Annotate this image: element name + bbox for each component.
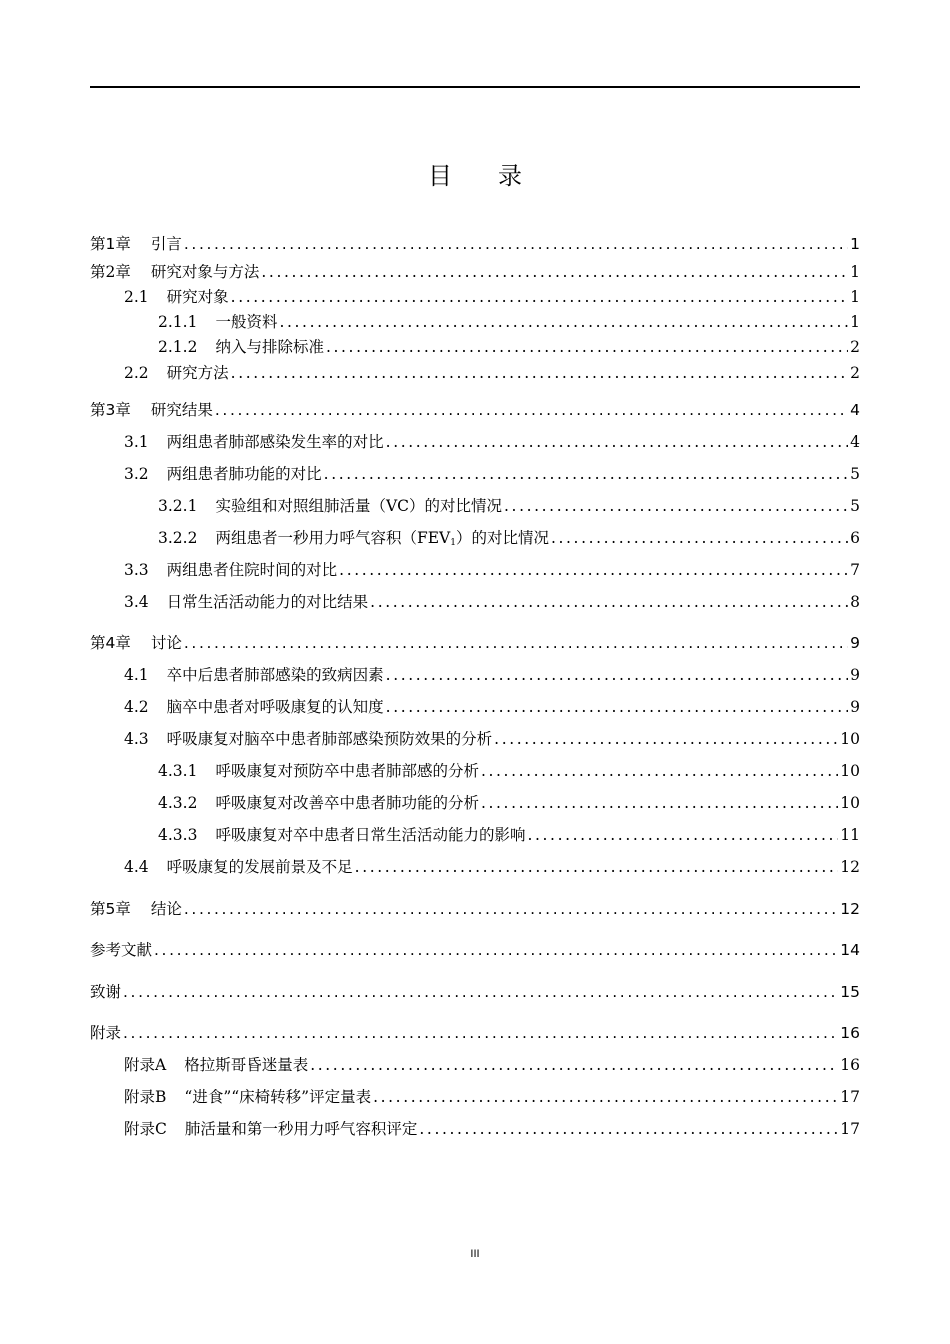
toc-leader-dots bbox=[419, 1118, 838, 1140]
toc-entry-label: 研究对象与方法 bbox=[150, 263, 260, 281]
toc-leader-dots bbox=[154, 939, 838, 961]
toc-entry-label: 致谢 bbox=[90, 983, 122, 1001]
toc-entry-label: 呼吸康复对改善卒中患者肺功能的分析 bbox=[215, 794, 479, 812]
toc-entry-label: 日常生活活动能力的对比结果 bbox=[166, 593, 369, 611]
toc-leader-dots bbox=[184, 632, 848, 654]
toc-title-char-2: 录 bbox=[498, 162, 522, 190]
toc-entry-page: 10 bbox=[840, 794, 860, 812]
toc-entry-label: 参考文献 bbox=[90, 941, 153, 959]
toc-entry-label: 两组患者肺部感染发生率的对比 bbox=[166, 433, 384, 451]
toc-leader-dots bbox=[184, 233, 848, 255]
toc-entry-page: 10 bbox=[840, 762, 860, 780]
toc-entry-4-3-1[interactable] bbox=[158, 760, 860, 782]
toc-entry-page: 5 bbox=[850, 497, 860, 515]
toc-entry-label: 实验组和对照组肺活量（VC）的对比情况 bbox=[215, 497, 503, 515]
toc-entry-label: 两组患者一秒用力呼气容积$(FEV_1)$的对比情况 bbox=[215, 529, 549, 548]
toc-entry-page: 16 bbox=[840, 1024, 860, 1042]
toc-entry-page: 12 bbox=[840, 900, 860, 918]
toc-leader-dots bbox=[184, 898, 838, 920]
toc-entry-number: 附录A bbox=[124, 1056, 167, 1074]
toc-leader-dots bbox=[373, 1086, 838, 1108]
toc-entry-page: 5 bbox=[850, 465, 860, 483]
toc-entry-label: 脑卒中患者对呼吸康复的认知度 bbox=[166, 698, 384, 716]
toc-entry-label: 研究对象 bbox=[166, 288, 229, 306]
toc-entry-number: 2.1 bbox=[124, 288, 149, 306]
toc-entry-label: 两组患者住院时间的对比 bbox=[166, 561, 338, 579]
toc-entry-label: 研究方法 bbox=[166, 364, 229, 382]
toc-entry-appendix-a[interactable] bbox=[124, 1054, 860, 1076]
toc-entry-label: 两组患者肺功能的对比 bbox=[166, 465, 322, 483]
toc-entry-page: 8 bbox=[850, 593, 860, 611]
toc-entry-number: 第5章 bbox=[90, 900, 131, 918]
toc-entry-number: 3.2.2 bbox=[158, 529, 198, 547]
page-number-footer: III bbox=[470, 1248, 480, 1260]
toc-leader-dots bbox=[123, 1022, 838, 1044]
toc-leader-dots bbox=[261, 261, 848, 283]
toc-entry-number: 2.1.2 bbox=[158, 338, 198, 356]
toc-leader-dots bbox=[326, 336, 848, 358]
toc-entry-number: 3.4 bbox=[124, 593, 149, 611]
toc-entry-label: 引言 bbox=[150, 235, 182, 253]
toc-entry-4-2[interactable] bbox=[124, 696, 860, 718]
toc-entry-page: 2 bbox=[850, 364, 860, 382]
toc-entry-3-2-2[interactable] bbox=[158, 527, 860, 549]
toc-leader-dots bbox=[527, 824, 838, 846]
toc-entry-page: 15 bbox=[840, 983, 860, 1001]
toc-leader-dots bbox=[355, 856, 839, 878]
toc-entry-4-3-3[interactable] bbox=[158, 824, 860, 846]
toc-entry-label: 呼吸康复的发展前景及不足 bbox=[166, 858, 353, 876]
toc-entry-number: 4.3.3 bbox=[158, 826, 198, 844]
toc-entry-number: 4.1 bbox=[124, 666, 149, 684]
toc-entry-label: 一般资料 bbox=[215, 313, 278, 331]
toc-entry-page: 16 bbox=[840, 1056, 860, 1074]
toc-entry-number: 第2章 bbox=[90, 263, 131, 281]
toc-leader-dots bbox=[494, 728, 838, 750]
toc-entry-page: 12 bbox=[840, 858, 860, 876]
toc-leader-dots bbox=[215, 399, 848, 421]
toc-entry-number: 附录B bbox=[124, 1088, 167, 1106]
toc-entry-number: 第1章 bbox=[90, 235, 131, 253]
toc-entry-4-3-2[interactable] bbox=[158, 792, 860, 814]
toc-leader-dots bbox=[504, 495, 848, 517]
toc-entry-ch5[interactable] bbox=[90, 898, 860, 920]
toc-leader-dots bbox=[481, 760, 838, 782]
toc-leader-dots bbox=[310, 1054, 838, 1076]
toc-entry-3-2[interactable] bbox=[124, 463, 860, 485]
toc-entry-label: 纳入与排除标准 bbox=[215, 338, 324, 356]
toc-entry-number: 4.3 bbox=[124, 730, 149, 748]
toc-entry-label: 肺活量和第一秒用力呼气容积评定 bbox=[184, 1120, 418, 1138]
toc-entry-page: 9 bbox=[850, 698, 860, 716]
toc-entry-appendix[interactable] bbox=[90, 1022, 860, 1044]
toc-entry-number: 第4章 bbox=[90, 634, 131, 652]
toc-leader-dots bbox=[231, 362, 848, 384]
toc-entry-page: 9 bbox=[850, 666, 860, 684]
toc-entry-3-2-1[interactable] bbox=[158, 495, 860, 517]
toc-entry-number: 3.2.1 bbox=[158, 497, 198, 515]
toc-leader-dots bbox=[386, 664, 848, 686]
toc-entry-ch3[interactable] bbox=[90, 399, 860, 421]
toc-entry-number: 2.2 bbox=[124, 364, 149, 382]
toc-entry-label: 研究结果 bbox=[150, 401, 213, 419]
toc-entry-appendix-b[interactable] bbox=[124, 1086, 860, 1108]
toc-entry-number: 附录C bbox=[124, 1120, 167, 1138]
toc-leader-dots bbox=[279, 311, 848, 333]
toc-leader-dots bbox=[386, 696, 848, 718]
toc-entry-page: 4 bbox=[850, 401, 860, 419]
toc-entry-3-4[interactable] bbox=[124, 591, 860, 613]
toc-entry-page: 1 bbox=[850, 288, 860, 306]
toc-leader-dots bbox=[339, 559, 848, 581]
toc-leader-dots bbox=[386, 431, 848, 453]
toc-entry-page: 1 bbox=[850, 313, 860, 331]
toc-entry-page: 1 bbox=[850, 235, 860, 253]
toc-entry-label: 呼吸康复对卒中患者日常生活活动能力的影响 bbox=[215, 826, 526, 844]
toc-leader-dots bbox=[551, 527, 848, 549]
toc-entry-number: 3.3 bbox=[124, 561, 149, 579]
toc-entry-number: 4.3.2 bbox=[158, 794, 198, 812]
toc-entry-label: 格拉斯哥昏迷量表 bbox=[184, 1056, 309, 1074]
toc-entry-label: 讨论 bbox=[150, 634, 182, 652]
toc-leader-dots bbox=[324, 463, 848, 485]
toc-entry-label: 附录 bbox=[90, 1024, 122, 1042]
toc-entry-label: 呼吸康复对预防卒中患者肺部感的分析 bbox=[215, 762, 479, 780]
header-rule bbox=[90, 86, 860, 88]
toc-entry-page: 9 bbox=[850, 634, 860, 652]
toc-entry-appendix-c[interactable] bbox=[124, 1118, 860, 1140]
toc-entry-2-1-2[interactable] bbox=[158, 336, 860, 358]
toc-entry-2-2[interactable] bbox=[124, 362, 860, 384]
toc-entry-page: 17 bbox=[840, 1120, 860, 1138]
toc-entry-number: 3.1 bbox=[124, 433, 149, 451]
toc-entry-label: “进食”“床椅转移”评定量表 bbox=[184, 1088, 372, 1106]
toc-entry-acknowledgements[interactable] bbox=[90, 981, 860, 1003]
toc-leader-dots bbox=[123, 981, 838, 1003]
toc-entry-page: 2 bbox=[850, 338, 860, 356]
toc-entry-page: 6 bbox=[850, 529, 860, 547]
toc-entry-4-1[interactable] bbox=[124, 664, 860, 686]
toc-entry-page: 14 bbox=[840, 941, 860, 959]
toc-entry-label: 卒中后患者肺部感染的致病因素 bbox=[166, 666, 384, 684]
toc-entry-3-1[interactable] bbox=[124, 431, 860, 453]
toc-entry-page: 17 bbox=[840, 1088, 860, 1106]
toc-entry-number: 第3章 bbox=[90, 401, 131, 419]
toc-entry-number: 4.4 bbox=[124, 858, 149, 876]
toc-entry-number: 4.2 bbox=[124, 698, 149, 716]
toc-entry-ch1[interactable] bbox=[90, 233, 860, 255]
toc-entry-2-1[interactable] bbox=[124, 286, 860, 308]
toc-leader-dots bbox=[231, 286, 848, 308]
toc-entry-page: 4 bbox=[850, 433, 860, 451]
toc-entry-number: 3.2 bbox=[124, 465, 149, 483]
toc-entry-3-3[interactable] bbox=[124, 559, 860, 581]
toc-leader-dots bbox=[370, 591, 848, 613]
toc-entry-page: 11 bbox=[840, 826, 860, 844]
toc-entry-label: 结论 bbox=[150, 900, 182, 918]
toc-entry-number: 2.1.1 bbox=[158, 313, 198, 331]
toc-entry-number: 4.3.1 bbox=[158, 762, 198, 780]
toc-entry-ch2[interactable] bbox=[90, 261, 860, 283]
toc-entry-4-4[interactable] bbox=[124, 856, 860, 878]
toc-entry-references[interactable] bbox=[90, 939, 860, 961]
toc-entry-label: 呼吸康复对脑卒中患者肺部感染预防效果的分析 bbox=[166, 730, 493, 748]
toc-entry-ch4[interactable] bbox=[90, 632, 860, 654]
toc-title bbox=[0, 156, 950, 191]
toc-entry-4-3[interactable] bbox=[124, 728, 860, 750]
toc-entry-page: 7 bbox=[850, 561, 860, 579]
toc-entry-page: 1 bbox=[850, 263, 860, 281]
toc-title-char-1: 目 bbox=[428, 162, 452, 190]
toc-entry-page: 10 bbox=[840, 730, 860, 748]
toc-leader-dots bbox=[481, 792, 838, 814]
toc-entry-2-1-1[interactable] bbox=[158, 311, 860, 333]
